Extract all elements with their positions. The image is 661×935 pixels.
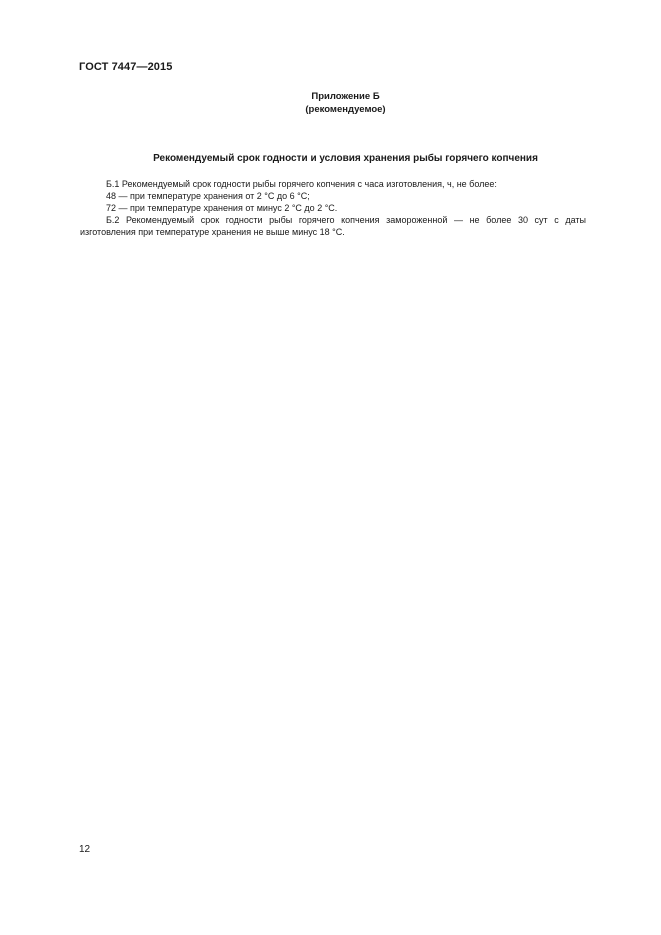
page-number: 12 [79, 844, 91, 855]
paragraph-b1: Б.1 Рекомендуемый срок годности рыбы горячего копчения с часа изготовления, ч, не более: [106, 179, 497, 189]
appendix-title: Приложение Б [311, 91, 380, 102]
paragraph-72h: 72 — при температуре хранения от минус 2 °С до 2 °С. [106, 203, 338, 213]
section-title: Рекомендуемый срок годности и условия хранения рыбы горячего копчения [153, 153, 538, 164]
appendix-heading [0, 90, 661, 116]
standard-designation: ГОСТ 7447—2015 [79, 61, 173, 73]
body-text [80, 178, 586, 238]
paragraph-48h: 48 — при температуре хранения от 2 °С до 6 °С; [106, 191, 310, 201]
appendix-status: (рекомендуемое) [305, 104, 386, 115]
paragraph-b2: Б.2 Рекомендуемый срок годности рыбы горячего копчения замороженной — не более 30 сут с даты изготовления при температуре хранения не выше минус 18 °С. [80, 215, 586, 237]
